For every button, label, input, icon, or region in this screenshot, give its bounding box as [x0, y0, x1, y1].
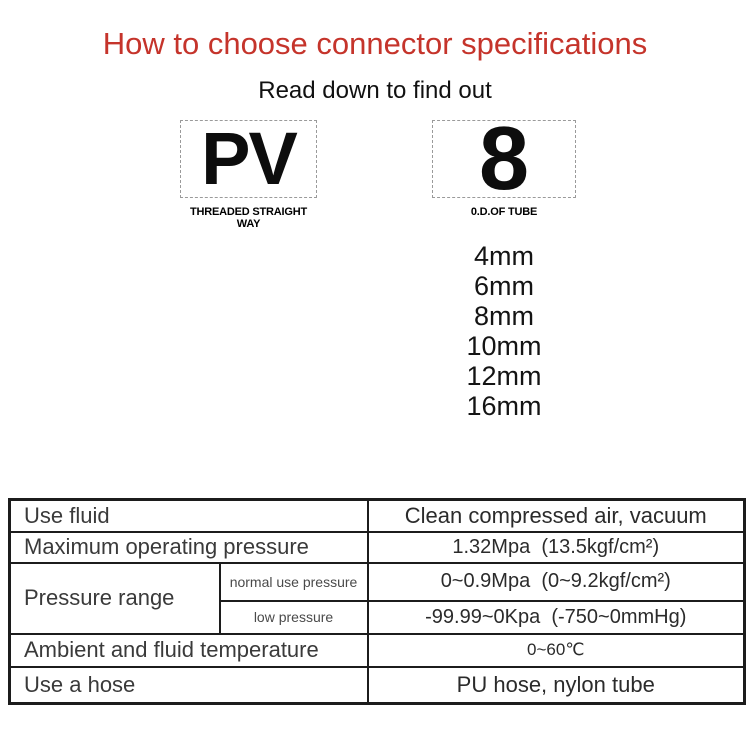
spec-table — [8, 498, 746, 705]
low-pressure-label: low pressure — [220, 601, 368, 634]
tube-size-option: 12mm — [466, 361, 542, 391]
tube-size-option: 8mm — [474, 301, 534, 331]
model-prefix-box — [180, 117, 317, 200]
model-prefix-label: THREADED STRAIGHT WAY — [190, 206, 307, 230]
normal-pressure-label: normal use pressure — [220, 563, 368, 601]
row-hose — [10, 667, 745, 704]
use-fluid-label: Use fluid — [10, 500, 368, 532]
max-pressure-label: Maximum operating pressure — [10, 532, 368, 563]
pressure-range-label: Pressure range — [10, 563, 220, 634]
row-temperature — [10, 634, 745, 667]
tube-size-option: 16mm — [466, 391, 542, 421]
hose-value: PU hose, nylon tube — [368, 667, 745, 704]
row-pressure-range-normal — [10, 563, 745, 601]
row-use-fluid — [10, 500, 745, 532]
use-fluid-value: Clean compressed air, vacuum — [368, 500, 745, 532]
page-subtitle: Read down to find out — [258, 77, 492, 104]
row-max-pressure — [10, 532, 745, 563]
normal-pressure-value: 0~0.9Mpa (0~9.2kgf/cm²) — [368, 563, 745, 601]
temperature-label: Ambient and fluid temperature — [10, 634, 368, 667]
hose-label: Use a hose — [10, 667, 368, 704]
tube-size-code: 8 — [478, 109, 530, 209]
low-pressure-value: -99.99~0Kpa (-750~0mmHg) — [368, 601, 745, 634]
temperature-value: 0~60℃ — [368, 634, 745, 667]
tube-size-box — [432, 109, 576, 209]
tube-size-label: 0.D.OF TUBE — [470, 206, 538, 218]
tube-size-option: 10mm — [466, 331, 542, 361]
max-pressure-value: 1.32Mpa (13.5kgf/cm²) — [368, 532, 745, 563]
page-title: How to choose connector specifications — [102, 26, 648, 61]
model-prefix-code: PV — [201, 117, 296, 200]
tube-size-list — [432, 241, 576, 421]
tube-size-option: 4mm — [474, 241, 534, 271]
tube-size-option: 6mm — [474, 271, 534, 301]
